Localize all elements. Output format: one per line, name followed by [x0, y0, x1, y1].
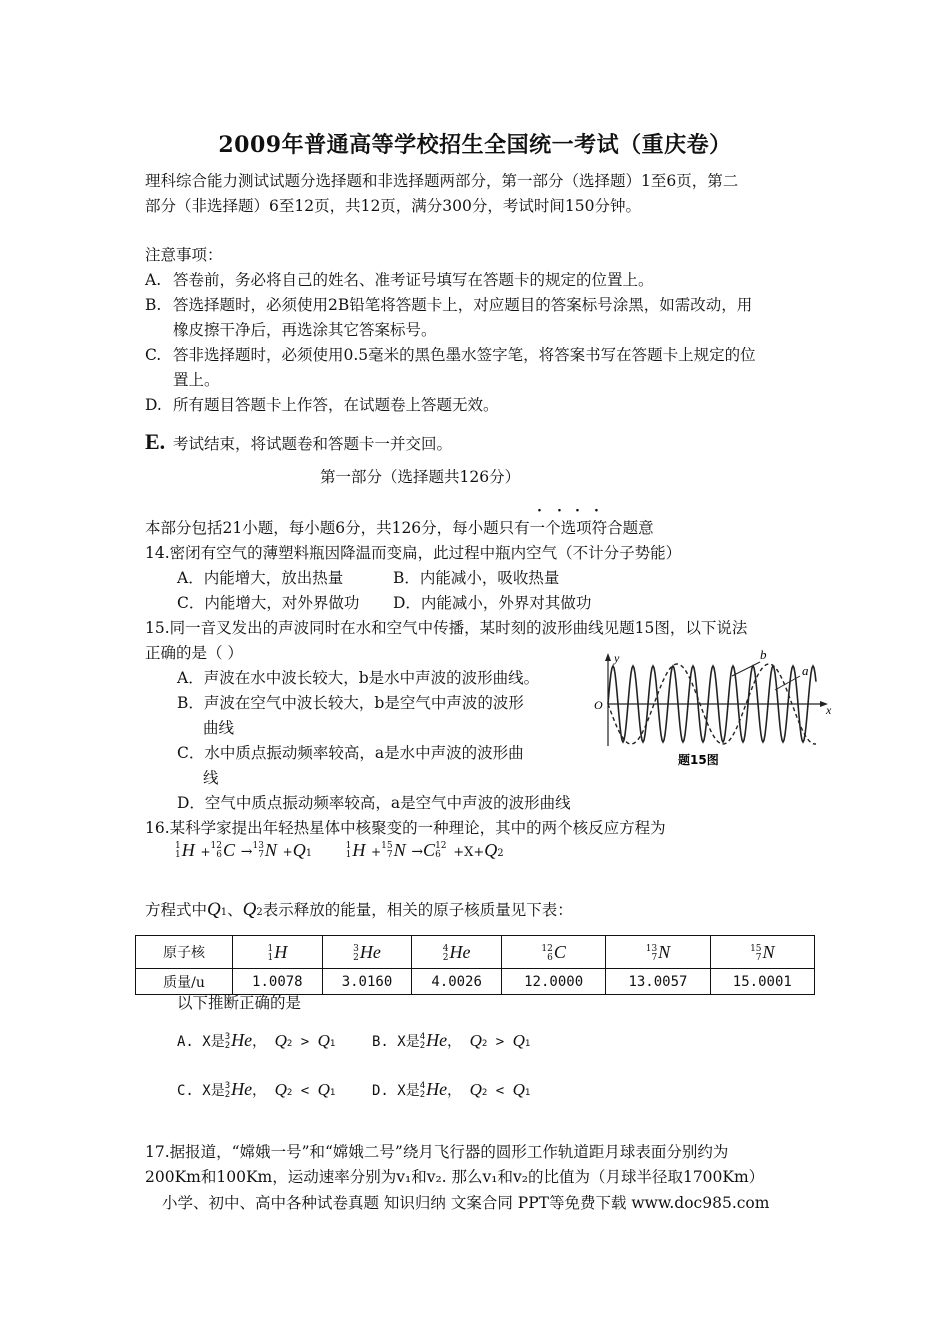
table-header-nucleus: 原子核	[136, 936, 233, 969]
q16-option-d: D. X是 4 2 He， Q2 < Q1	[372, 1079, 531, 1100]
nucleus-he4: 4 2 He	[412, 936, 502, 969]
q17-line-2: 200Km和100Km，运动速率分别为v₁和v₂. 那么v₁和v₂的比值为（月球半径取1700Km）	[145, 1168, 765, 1186]
q14-stem: 14.密闭有空气的薄塑料瓶因降温而变扁，此过程中瓶内空气（不计分子势能）	[145, 544, 682, 562]
nucleus-he3: 3 2 He	[322, 936, 412, 969]
label-origin: O	[594, 698, 603, 712]
q16-description: 方程式中Q1、Q2表示释放的能量，相关的原子核质量见下表：	[145, 899, 573, 920]
part1-heading: 第一部分（选择题共126分）	[320, 468, 521, 486]
label-a: a	[802, 663, 809, 678]
y-axis-arrow	[605, 653, 611, 661]
q15-option-a: A．声波在水中波长较大，b是水中声波的波形曲线。	[177, 669, 540, 687]
mass-cell: 15.0001	[710, 969, 814, 995]
q15-stem-line-2: 正确的是（ ）	[145, 644, 243, 662]
note-c-line-2: 置上。	[173, 371, 220, 389]
q15-option-c-line-2: 线	[203, 769, 219, 787]
q15-option-b-line-1: B．声波在空气中波长较大，b是空气中声波的波形	[177, 694, 524, 712]
notes-heading: 注意事项：	[145, 246, 223, 264]
q15-option-b-line-2: 曲线	[203, 719, 235, 737]
q15-option-d: D．空气中质点振动频率较高，a是空气中声波的波形曲线	[177, 794, 571, 812]
note-b-line-1: 答选择题时，必须使用2B铅笔将答题卡上，对应题目的答案标号涂黑，如需改动，用	[173, 296, 753, 314]
figure-caption: 题15图	[678, 753, 719, 767]
page-footer: 小学、初中、高中各种试卷真题 知识归纳 文案合同 PPT等免费下载 www.doc985.com	[162, 1194, 770, 1212]
note-marker-b: B.	[145, 296, 162, 314]
table-header-mass: 质量/u	[136, 969, 233, 995]
mass-cell: 1.0078	[233, 969, 323, 995]
q16-equations: 1 1 H + 12 6 C → 13 7 N +Q1 1 1 H + 15 7 N →C 12 6 +X+Q2	[175, 840, 504, 860]
label-x: x	[826, 703, 832, 717]
note-d-line-1: 所有题目答题卡上作答，在试题卷上答题无效。	[173, 396, 499, 414]
nucleus-h1: 1 1 H	[233, 936, 323, 969]
q16-judge: 以下推断正确的是	[177, 994, 302, 1012]
mass-cell: 3.0160	[322, 969, 412, 995]
q14-option-d: D．内能减小，外界对其做功	[393, 594, 592, 612]
note-b-line-2: 橡皮擦干净后，再选涂其它答案标号。	[173, 321, 437, 339]
note-e-line-1: 考试结束，将试题卷和答题卡一并交回。	[173, 435, 453, 453]
q15-wave-figure	[590, 648, 835, 773]
emphasis-dot: ·	[594, 503, 599, 519]
nucleus-c12: 12 6 C	[501, 936, 605, 969]
page-title: 2009年普通高等学校招生全国统一考试（重庆卷）	[218, 132, 732, 158]
mass-cell: 12.0000	[501, 969, 605, 995]
emphasis-dot: ·	[537, 503, 542, 519]
note-marker-e: E.	[145, 429, 166, 454]
q16-option-b: B. X是 4 2 He， Q2 > Q1	[372, 1030, 531, 1051]
intro-line-2: 部分（非选择题）6至12页，共12页，满分300分，考试时间150分钟。	[145, 197, 641, 215]
q14-option-a: A．内能增大，放出热量	[177, 569, 344, 587]
part1-description: 本部分包括21小题，每小题6分，共126分，每小题只有一个选项符合题意	[145, 519, 654, 537]
note-marker-c: C.	[145, 346, 162, 364]
q16-option-c: C. X是 3 2 He， Q2 < Q1	[177, 1079, 336, 1100]
label-b: b	[760, 648, 767, 662]
note-marker-a: A.	[145, 271, 162, 289]
q15-stem-line-1: 15.同一音叉发出的声波同时在水和空气中传播，某时刻的波形曲线见题15图，以下说法	[145, 619, 748, 637]
note-a-line-1: 答卷前，务必将自己的姓名、准考证号填写在答题卡的规定的位置上。	[173, 271, 654, 289]
note-marker-d: D.	[145, 396, 162, 414]
mass-cell: 4.0026	[412, 969, 502, 995]
table-row	[136, 969, 815, 995]
emphasis-dot: ·	[575, 503, 580, 519]
emphasis-dot: ·	[557, 503, 562, 519]
nucleus-mass-table	[135, 935, 815, 995]
q14-option-c: C．内能增大，对外界做功	[177, 594, 360, 612]
nucleus-n15: 15 7 N	[710, 936, 814, 969]
note-c-line-1: 答非选择题时，必须使用0.5毫米的黑色墨水签字笔，将答案书写在答题卡上规定的位	[173, 346, 756, 364]
q15-option-c-line-1: C．水中质点振动频率较高，a是水中声波的波形曲	[177, 744, 524, 762]
q17-line-1: 17.据报道，“嫦娥一号”和“嫦娥二号”绕月飞行器的圆形工作轨道距月球表面分别约为	[145, 1143, 729, 1161]
q16-option-a: A. X是 3 2 He， Q2 > Q1	[177, 1030, 336, 1051]
intro-line-1: 理科综合能力测试试题分选择题和非选择题两部分，第一部分（选择题）1至6页，第二	[145, 172, 739, 190]
table-row	[136, 936, 815, 969]
label-y: y	[614, 651, 620, 665]
q16-stem: 16.某科学家提出年轻热星体中核聚变的一种理论，其中的两个核反应方程为	[145, 819, 666, 837]
mass-cell: 13.0057	[606, 969, 710, 995]
nucleus-n13: 13 7 N	[606, 936, 710, 969]
q14-option-b: B．内能减小，吸收热量	[393, 569, 560, 587]
